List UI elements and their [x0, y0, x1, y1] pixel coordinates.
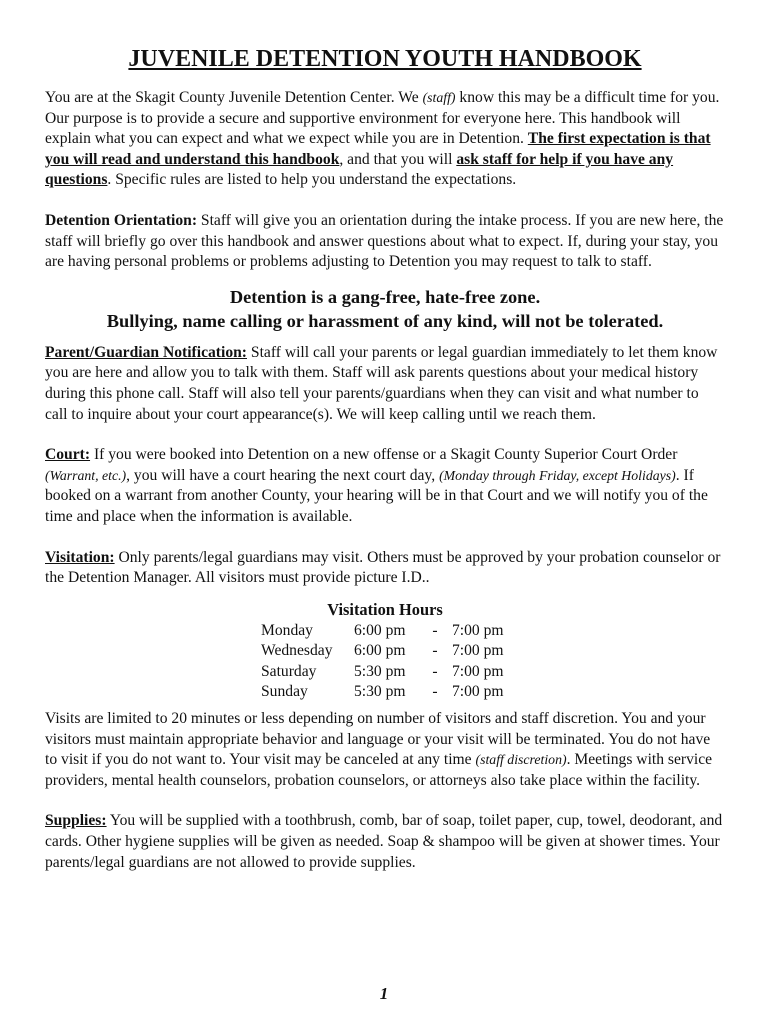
ask-staff-expectation: ask staff for help if you have any questions [45, 150, 674, 189]
table-row [261, 662, 542, 683]
court-text-3: . If booked on a warrant from another County, your hearing will be in that Court and we will notify you of the time and place when the information is available. [45, 466, 708, 525]
table-row [261, 641, 542, 662]
court-heading: Court: [45, 446, 91, 464]
page-title: JUVENILE DETENTION YOUTH HANDBOOK [128, 46, 642, 72]
hours-from: 5:30 pm [354, 683, 406, 701]
intro-text-1: You are at the Skagit County Juvenile Detention Center. We [45, 89, 423, 106]
visitation-hours [45, 599, 725, 703]
hours-day: Saturday [261, 662, 317, 680]
hours-day: Wednesday [261, 642, 333, 660]
hours-to: 7:00 pm [452, 683, 504, 701]
first-expectation: The first expectation is that you will read and understand this handbook [45, 130, 711, 168]
supplies-text: You will be supplied with a toothbrush, comb, bar of soap, toilet paper, cup, towel, deodorant, and cards. Other hygiene supplies will be given as needed. Soap & shampoo will be given at shower times. Your parents/legal guardians are not allowed to provide supplies. [45, 812, 723, 871]
orientation-heading: Detention Orientation: [45, 211, 198, 229]
zero-tolerance-banner [45, 285, 725, 333]
parent-notification-heading: Parent/Guardian Notification: [45, 343, 247, 361]
visitation-hours-table [261, 621, 542, 703]
table-row [261, 682, 542, 703]
parent-notification-text: Staff will call your parents or legal guardian immediately to let them know you are here and allow you to talk with them. Staff will ask parents questions about your medical history during this phone call. Staff will also tell your parents/guardians when they can visit and what number to call to inquire about your court appearance(s). We will keep calling until we reach them. [45, 343, 718, 423]
intro-staff-note: (staff) [422, 90, 456, 105]
banner-line-1: Detention is a gang-free, hate-free zone. [229, 286, 541, 307]
supplies-section [45, 811, 725, 873]
intro-text-3: , and that you will [339, 150, 457, 168]
hours-dash: - [432, 621, 438, 639]
intro-text-4: . Specific rules are listed to help you understand the expectations. [107, 171, 517, 189]
visitation-hours-title: Visitation Hours [327, 599, 443, 619]
visitation-section [45, 548, 725, 589]
hours-day: Monday [261, 621, 313, 639]
parent-notification-section [45, 343, 725, 425]
hours-dash: - [432, 683, 438, 701]
orientation-text: Staff will give you an orientation during the intake process. If you are new here, the staff will briefly go over this handbook and answer questions about what to expect. If, during your stay, you are having personal problems or problems adjusting to Detention you may request to talk to staff. [45, 211, 724, 271]
hours-from: 6:00 pm [354, 621, 406, 639]
handbook-page [45, 44, 725, 893]
page-number: 1 [379, 984, 389, 1003]
hours-from: 5:30 pm [354, 662, 406, 680]
hours-dash: - [432, 642, 438, 660]
court-days-note: (Monday through Friday, except Holidays) [439, 467, 676, 483]
visit-rules-text-1: Visits are limited to 20 minutes or less depending on number of visitors and staff discretion. You and your visitors must maintain appropriate behavior and language or your visit will be terminated. You do not have to visit if you do not want to. Your visit may be canceled at any time [45, 710, 711, 769]
supplies-heading: Supplies: [45, 812, 107, 830]
hours-from: 6:00 pm [354, 642, 406, 660]
visit-rules-text-2: . Meetings with service providers, mental health counselors, probation counselors, or attorneys also take place within the facility. [45, 751, 713, 789]
visitation-text: Only parents/legal guardians may visit. Others must be approved by your probation counselor or the Detention Manager. All visitors must provide picture I.D.. [45, 548, 721, 587]
court-text-2: , you will have a court hearing the next court day, [126, 466, 440, 484]
court-text-1: If you were booked into Detention on a new offense or a Skagit County Superior Court Order [90, 446, 678, 464]
visit-rules-paragraph [45, 709, 725, 791]
hours-to: 7:00 pm [452, 642, 504, 660]
table-row [261, 621, 542, 642]
intro-paragraph [45, 88, 725, 191]
banner-line-2: Bullying, name calling or harassment of any kind, will not be tolerated. [106, 310, 664, 331]
hours-dash: - [432, 662, 438, 680]
hours-to: 7:00 pm [452, 621, 504, 639]
orientation-section [45, 211, 725, 273]
hours-to: 7:00 pm [452, 662, 504, 680]
hours-day: Sunday [261, 683, 308, 701]
visit-discretion-note: (staff discretion) [475, 752, 567, 768]
intro-text-2: know this may be a difficult time for you. Our purpose is to provide a secure and supportive environment for everyone here. This handbook will explain what you can expect and what we expect while you are in Detention. [45, 89, 720, 148]
court-warrant-note: (Warrant, etc.) [45, 467, 127, 483]
visitation-heading: Visitation: [45, 548, 115, 566]
court-section [45, 445, 725, 527]
